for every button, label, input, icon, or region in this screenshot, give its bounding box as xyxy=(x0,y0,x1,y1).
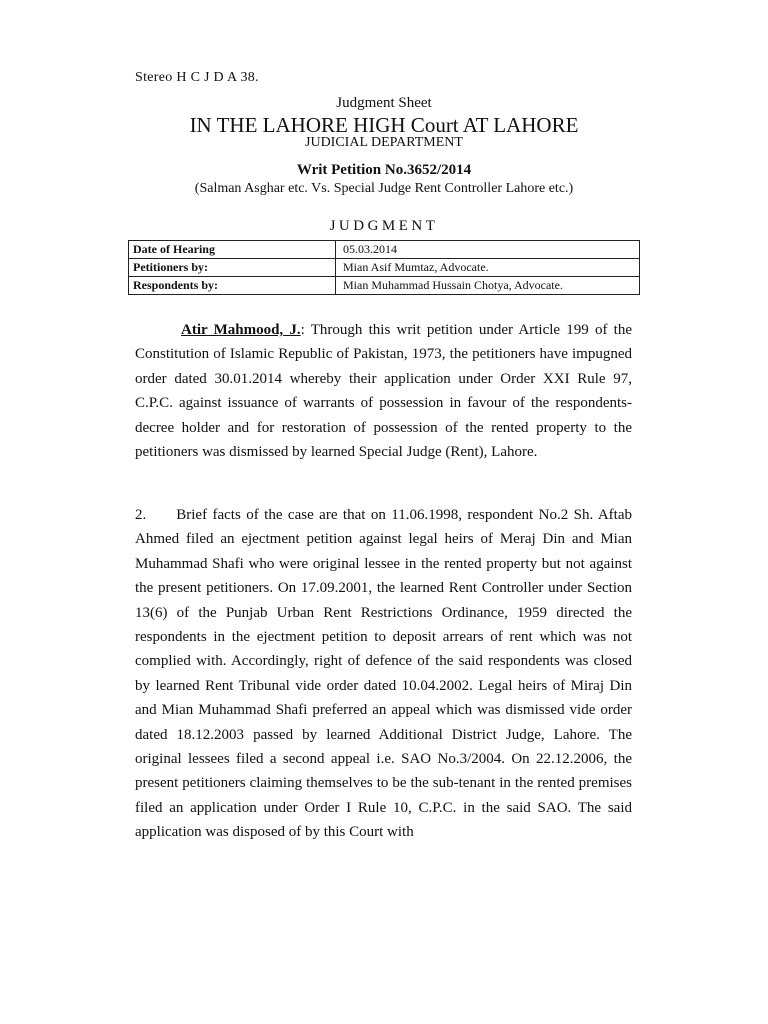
stereo-reference: Stereo H C J D A 38. xyxy=(135,70,259,85)
judge-name: Atir Mahmood, J. xyxy=(181,322,301,338)
petitioners-label: Petitioners by: xyxy=(129,259,336,277)
judgment-sheet-label: Judgment Sheet xyxy=(336,95,432,111)
paragraph-2 xyxy=(135,503,632,845)
table-row xyxy=(129,259,640,277)
table-row xyxy=(129,277,640,295)
hearing-date-value: 05.03.2014 xyxy=(336,241,640,259)
respondents-value: Mian Muhammad Hussain Chotya, Advocate. xyxy=(336,277,640,295)
petition-number: Writ Petition No.3652/2014 xyxy=(296,162,472,178)
respondents-label: Respondents by: xyxy=(129,277,336,295)
paragraph-2-number: 2. xyxy=(135,507,147,523)
department-name: JUDICIAL DEPARTMENT xyxy=(305,135,463,150)
hearing-date-label: Date of Hearing xyxy=(129,241,336,259)
court-name: IN THE LAHORE HIGH Court AT LAHORE xyxy=(189,113,579,137)
paragraph-2-text: Brief facts of the case are that on 11.06.1998, respondent No.2 Sh. Aftab Ahmed filed an ejectment petition against legal heirs of Meraj Din and Mian Muhammad Shafi who were original lessee in the rented property but not against the present petitioners. On 17.09.2001, the learned Rent Controller under Section 13(6) of the Punjab Urban Rent Restrictions Ordinance, 1959 directed the respondents in the ejectment petition to deposit arrears of rent which was not complied with. Accordingly, right of defence of the said respondents was closed by learned Rent Tribunal vide order dated 10.04.2002. Legal heirs of Miraj Din and Mian Muhammad Shafi preferred an appeal which was dismissed vide order dated 18.12.2003 passed by learned Additional District Judge, Lahore. The original lessees filed a second appeal i.e. SAO No.3/2004. On 22.12.2006, the present petitioners claiming themselves to be the sub-tenant in the rented premises filed an application under Order I Rule 10, C.P.C. in the said SAO. The said application was disposed of by this Court with xyxy=(135,507,632,841)
paragraph-1 xyxy=(135,318,632,464)
paragraph-1-text: : Through this writ petition under Article 199 of the Constitution of Islamic Republic of Pakistan, 1973, the petitioners have impugned order dated 30.01.2014 whereby their application under Order XXI Rule 97, C.P.C. against issuance of warrants of possession in favour of the respondents-decree holder and for restoration of possession of the rented property to the petitioners was dismissed by learned Special Judge (Rent), Lahore. xyxy=(135,322,632,461)
petitioners-value: Mian Asif Mumtaz, Advocate. xyxy=(336,259,640,277)
table-row xyxy=(129,241,640,259)
judgment-heading: JUDGMENT xyxy=(329,218,439,234)
case-parties: (Salman Asghar etc. Vs. Special Judge Rent Controller Lahore etc.) xyxy=(194,181,574,196)
hearing-details-table xyxy=(128,240,640,295)
